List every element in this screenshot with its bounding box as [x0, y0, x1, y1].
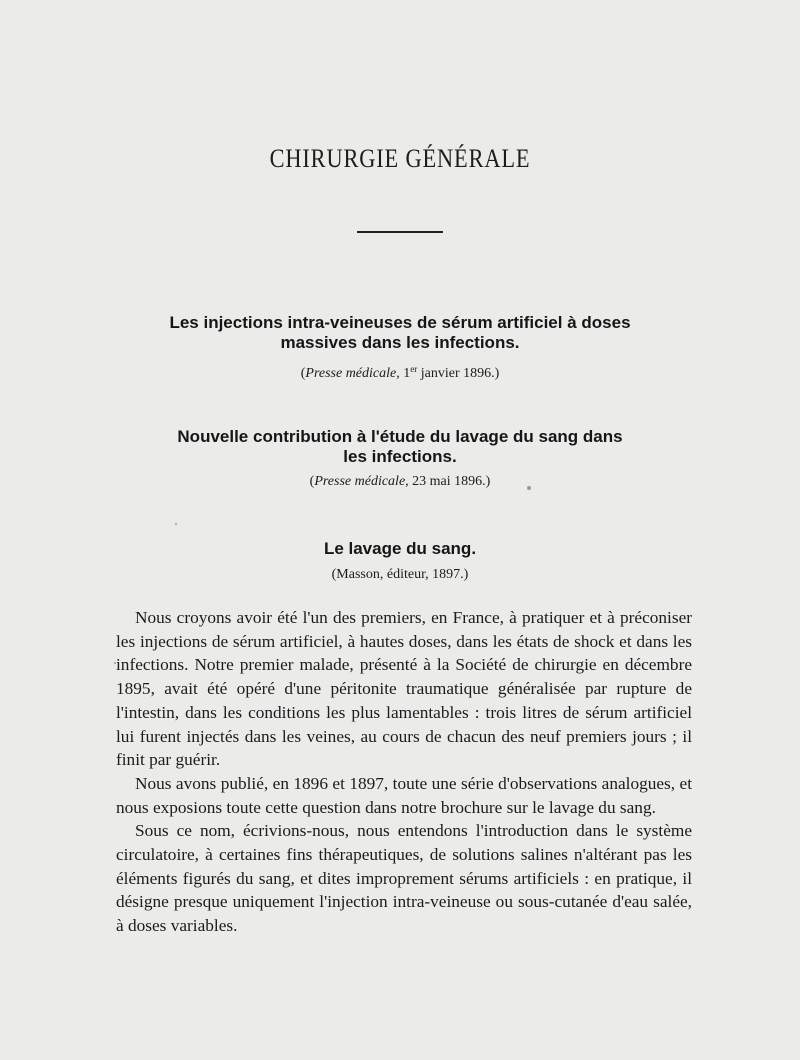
entry-title-2 — [0, 427, 800, 467]
citation-1-sup: er — [410, 364, 418, 374]
citation-2-journal: Presse médicale, — [314, 474, 409, 489]
entry-title-1-line-2: massives dans les infections. — [280, 333, 520, 352]
chapter-title: CHIRURGIE GÉNÉRALE — [269, 144, 531, 173]
entry-citation-2: (Presse médicale, 23 mai 1896.) — [309, 474, 491, 489]
entry-title-2-line-2: les infections. — [343, 447, 457, 466]
entry-citation-1: (Presse médicale, 1er janvier 1896.) — [300, 364, 500, 381]
print-speck — [527, 486, 531, 490]
entry-citation-3: (Masson, éditeur, 1897.) — [331, 567, 469, 582]
citation-2-date: 23 mai 1896. — [408, 474, 486, 489]
print-speck — [114, 662, 116, 664]
entry-title-1-line-1: Les injections intra-veineuses de sérum artificiel à doses — [169, 313, 631, 332]
paragraph-2: Nous avons publié, en 1896 et 1897, toute une série d'observations analogues, et nous exposions toute cette question dans notre brochure sur le lavage du sang. — [116, 773, 692, 817]
print-speck — [175, 523, 177, 525]
entry-title-3-line-1: Le lavage du sang. — [323, 539, 477, 558]
paragraph-1: Nous croyons avoir été l'un des premiers, en France, à pratiquer et à préconiser les injections de sérum artificiel, à hautes doses, dans les états de shock et dans les infections. Notre premier malade, présenté à la Société de chirurgie en décembre 1895, avait été opéré d'une péritonite traumatique généralisée par rupture de l'intestin, dans les conditions les plus lamentables : trois litres de sérum artificiel lui furent injectés dans les veines, au cours de chacun des neuf premiers jours ; il finit par guérir. — [116, 608, 692, 770]
entry-title-2-line-1: Nouvelle contribution à l'étude du lavage du sang dans — [177, 427, 623, 446]
citation-1-journal: Presse médicale, — [305, 366, 400, 381]
paragraph-3: Sous ce nom, écrivions-nous, nous entendons l'introduction dans le système circulatoire, à certaines fins thérapeutiques, de solutions salines n'altérant pas les éléments figurés du sang, et dites improprement sérums artificiels : en pratique, il désigne presque uniquement l'injection intra-veineuse ou sous-cutanée d'eau salée, à doses variables. — [116, 821, 692, 936]
entry-title-3 — [0, 539, 800, 559]
title-divider — [357, 231, 443, 233]
body-text — [116, 606, 692, 938]
citation-1-date: janvier 1896. — [417, 366, 495, 381]
entry-title-1 — [0, 313, 800, 353]
citation-1-day: 1 — [403, 366, 411, 381]
